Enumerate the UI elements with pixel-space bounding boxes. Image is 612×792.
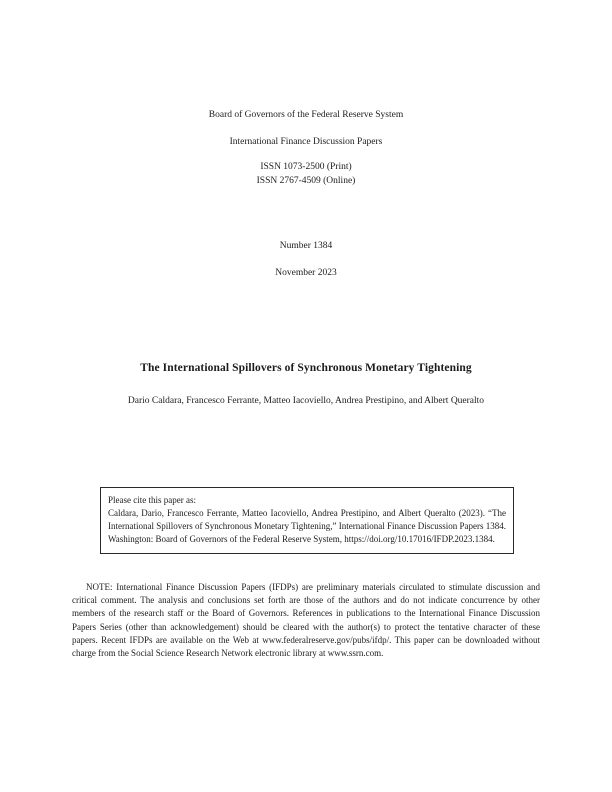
citation-box (100, 487, 514, 554)
issn-print: ISSN 1073-2500 (Print) (260, 162, 352, 172)
paper-title: The International Spillovers of Synchronous Monetary Tightening (140, 362, 472, 374)
paper-number: Number 1384 (279, 241, 333, 251)
series-name: International Finance Discussion Papers (229, 137, 383, 147)
citation-label: Please cite this paper as: (108, 495, 196, 505)
issn-online: ISSN 2767-4509 (Online) (256, 175, 356, 186)
citation-text: Caldara, Dario, Francesco Ferrante, Matteo Iacoviello, Andrea Prestipino, and Albert Queralto (2023). “The International Spillovers of Synchronous Monetary Tightening,” International Finance Discussion Papers 1384. Washington: Board of Governors of the Federal Reserve System, https://doi.org/10.17016/IFDP.2023.1384. (108, 508, 506, 544)
paper-authors: Dario Caldara, Francesco Ferrante, Matteo Iacoviello, Andrea Prestipino, and Albert Queralto (127, 396, 485, 406)
paper-date: November 2023 (275, 268, 337, 278)
issn-block (0, 161, 612, 188)
note-paragraph: NOTE: International Finance Discussion Papers (IFDPs) are preliminary materials circulated to stimulate discussion and critical comment. The analysis and conclusions set forth are those of the authors and do not indicate concurrence by other members of the research staff or the Board of Governors. References in publications to the International Finance Discussion Papers Series (other than acknowledgement) should be cleared with the author(s) to protect the tentative character of these papers. Recent IFDPs are available on the Web at www.federalreserve.gov/pubs/ifdp/. This paper can be downloaded without charge from the Social Science Research Network electronic library at www.ssrn.com. (72, 582, 540, 659)
institution-name: Board of Governors of the Federal Reserve System (208, 110, 404, 120)
